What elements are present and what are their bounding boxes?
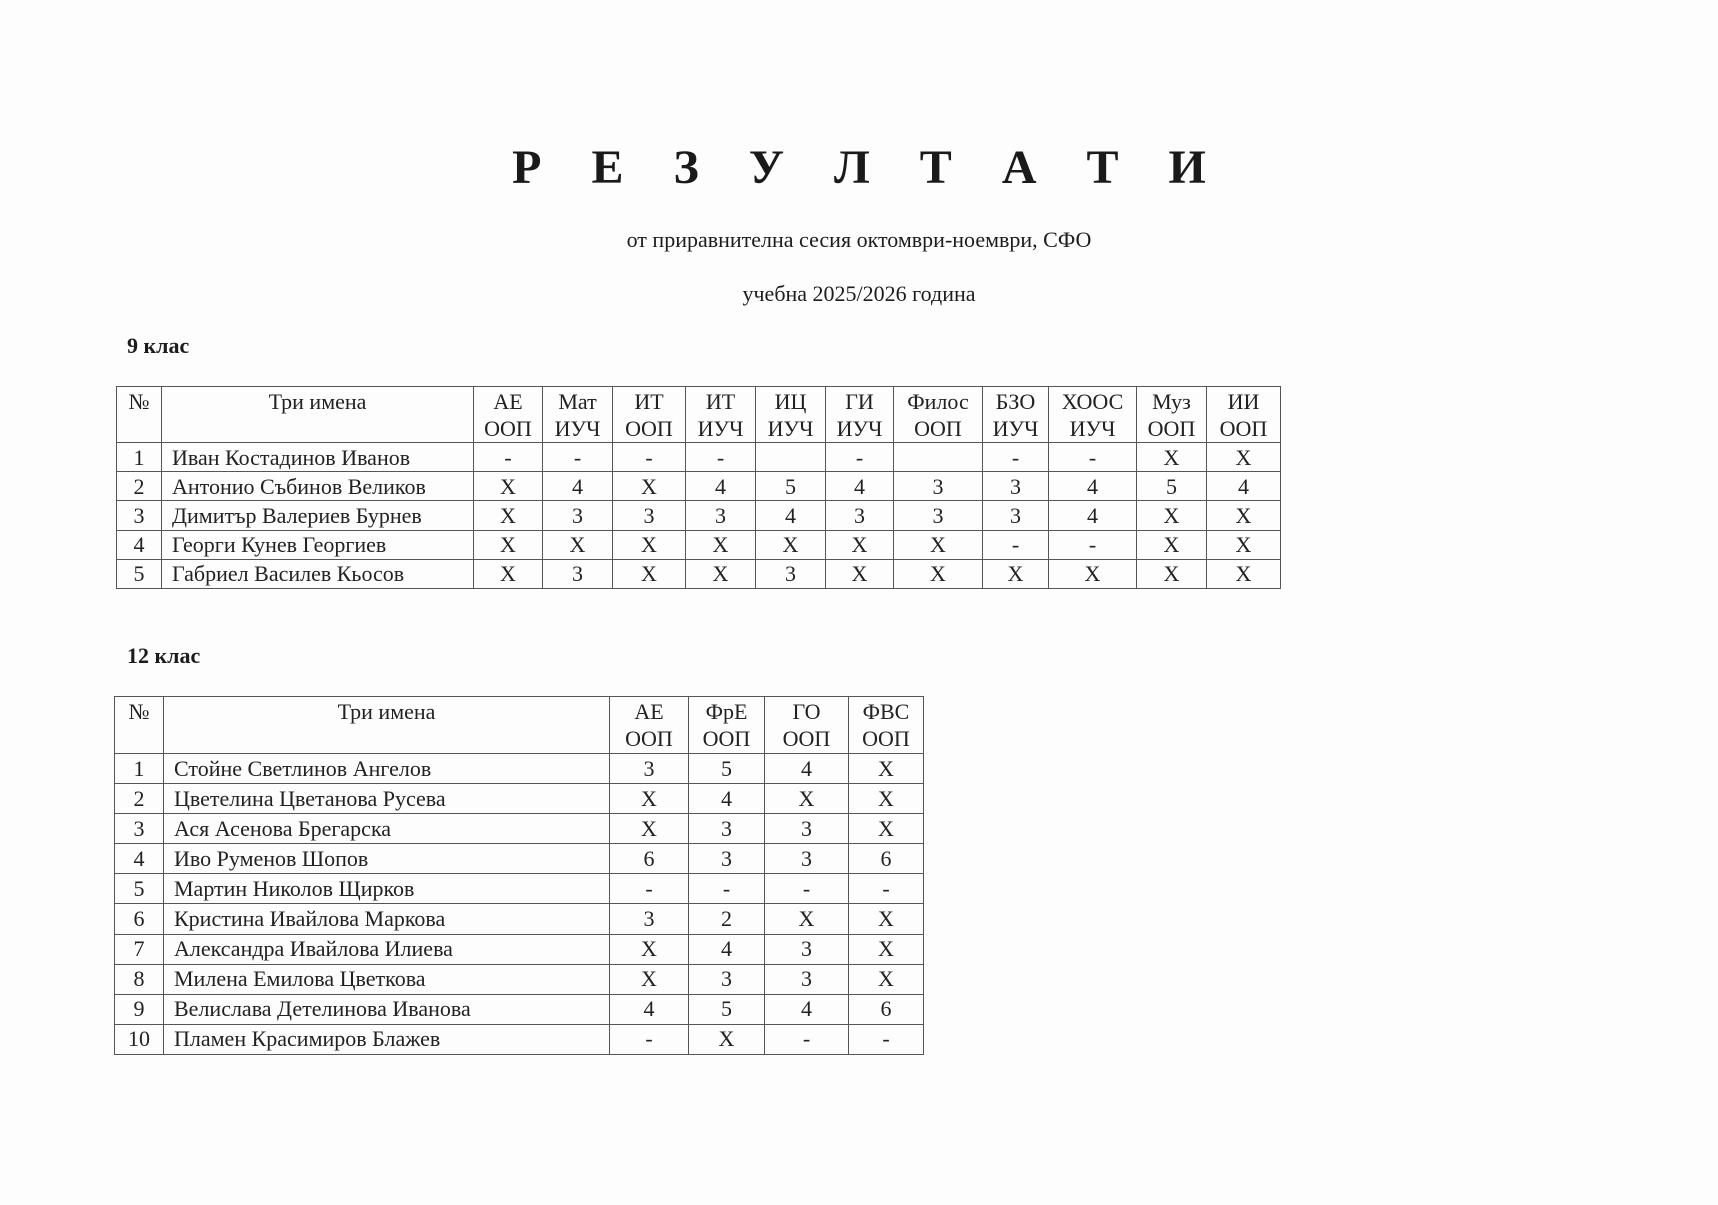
grade-cell: 4: [1049, 472, 1137, 501]
grade-cell: X: [849, 784, 924, 814]
table-row: [117, 472, 1281, 501]
header-subject: [1137, 387, 1207, 443]
row-number: 9: [115, 994, 164, 1024]
grade-cell: X: [474, 530, 543, 559]
grade-cell: X: [610, 814, 689, 844]
header-name: Три имена: [162, 387, 474, 443]
class-12-results-table: [114, 696, 924, 1055]
row-number: 3: [117, 501, 162, 530]
header-name: Три имена: [164, 697, 610, 754]
school-year: учебна 2025/2026 година: [742, 281, 976, 306]
class-12-rows: [115, 754, 924, 1055]
grade-cell: X: [1207, 559, 1281, 588]
row-number: 2: [115, 784, 164, 814]
row-number: 2: [117, 472, 162, 501]
subject-type: ИУЧ: [767, 416, 814, 441]
table-row: [115, 754, 924, 784]
grade-cell: -: [765, 874, 849, 904]
grade-cell: 3: [543, 559, 613, 588]
student-name: Ася Асенова Брегарска: [164, 814, 610, 844]
subject-name: АЕ: [493, 389, 523, 414]
grade-cell: X: [894, 530, 983, 559]
grade-cell: X: [474, 559, 543, 588]
grade-cell: X: [613, 530, 686, 559]
grade-cell: -: [765, 1024, 849, 1054]
table-row: [115, 1024, 924, 1054]
subject-name: ХООС: [1061, 389, 1124, 414]
grade-cell: X: [826, 530, 894, 559]
grade-cell: X: [610, 784, 689, 814]
grade-cell: 5: [689, 994, 765, 1024]
document-title: Р Е З У Л Т А Т И: [512, 141, 1225, 194]
student-name: Кристина Ивайлова Маркова: [164, 904, 610, 934]
grade-cell: 3: [610, 754, 689, 784]
grade-cell: [756, 443, 826, 472]
header-number: №: [115, 697, 164, 754]
row-number: 3: [115, 814, 164, 844]
subject-name: ГО: [792, 699, 821, 724]
student-name: Габриел Василев Кьосов: [162, 559, 474, 588]
subject-name: ИИ: [1227, 389, 1260, 414]
subject-name: АЕ: [634, 699, 664, 724]
header-subject: [686, 387, 756, 443]
class-12-label: 12 клас: [127, 643, 201, 668]
table-row: [117, 530, 1281, 559]
grade-cell: 3: [610, 904, 689, 934]
grade-cell: X: [765, 784, 849, 814]
grade-cell: -: [983, 530, 1049, 559]
table-row: [115, 904, 924, 934]
subject-type: ООП: [625, 726, 673, 751]
grade-cell: 4: [765, 754, 849, 784]
subject-type: ООП: [625, 416, 673, 441]
table-row: [115, 964, 924, 994]
table-row: [115, 934, 924, 964]
grade-cell: X: [1137, 530, 1207, 559]
subject-name: ФВС: [862, 699, 910, 724]
student-name: Милена Емилова Цветкова: [164, 964, 610, 994]
grade-cell: X: [849, 814, 924, 844]
grade-cell: 3: [894, 501, 983, 530]
header-subject: [689, 697, 765, 754]
row-number: 5: [117, 559, 162, 588]
grade-cell: 3: [765, 934, 849, 964]
grade-cell: 3: [765, 814, 849, 844]
grade-cell: -: [686, 443, 756, 472]
table-row: [117, 501, 1281, 530]
subject-type: ООП: [702, 726, 751, 751]
grade-cell: 3: [686, 501, 756, 530]
header-subject: [849, 697, 924, 754]
subject-name: ИЦ: [774, 389, 807, 414]
grade-cell: [894, 443, 983, 472]
grade-cell: 4: [1207, 472, 1281, 501]
subject-name: ФрЕ: [705, 699, 748, 724]
header-subject: [894, 387, 983, 443]
row-number: 1: [117, 443, 162, 472]
grade-cell: X: [826, 559, 894, 588]
student-name: Георги Кунев Георгиев: [162, 530, 474, 559]
header-subject: [765, 697, 849, 754]
table-header-row: [115, 697, 924, 754]
student-name: Мартин Николов Щирков: [164, 874, 610, 904]
grade-cell: X: [1137, 443, 1207, 472]
grade-cell: -: [610, 874, 689, 904]
student-name: Димитър Валериев Бурнев: [162, 501, 474, 530]
subject-type: ООП: [1219, 416, 1268, 441]
grade-cell: 5: [756, 472, 826, 501]
subject-type: ИУЧ: [992, 416, 1039, 441]
grade-cell: X: [765, 904, 849, 934]
student-name: Велислава Детелинова Иванова: [164, 994, 610, 1024]
grade-cell: -: [826, 443, 894, 472]
grade-cell: X: [610, 964, 689, 994]
grade-cell: X: [1207, 501, 1281, 530]
grade-cell: 4: [756, 501, 826, 530]
subject-type: ИУЧ: [836, 416, 883, 441]
header-subject: [613, 387, 686, 443]
student-name: Стойне Светлинов Ангелов: [164, 754, 610, 784]
grade-cell: X: [610, 934, 689, 964]
student-name: Антонио Събинов Великов: [162, 472, 474, 501]
grade-cell: -: [1049, 443, 1137, 472]
row-number: 8: [115, 964, 164, 994]
grade-cell: X: [849, 934, 924, 964]
grade-cell: X: [543, 530, 613, 559]
grade-cell: 4: [610, 994, 689, 1024]
subject-name: ГИ: [845, 389, 874, 414]
grade-cell: X: [474, 472, 543, 501]
student-name: Пламен Красимиров Блажев: [164, 1024, 610, 1054]
grade-cell: X: [613, 472, 686, 501]
subject-type: ИУЧ: [1069, 416, 1116, 441]
document-subtitle: от приравнителна сесия октомври-ноември, СФО: [626, 227, 1092, 252]
subject-type: ООП: [862, 726, 910, 751]
grade-cell: 5: [689, 754, 765, 784]
header-subject: [610, 697, 689, 754]
grade-cell: X: [1137, 559, 1207, 588]
table-row: [117, 559, 1281, 588]
grade-cell: 6: [849, 994, 924, 1024]
grade-cell: 3: [689, 964, 765, 994]
student-name: Цветелина Цветанова Русева: [164, 784, 610, 814]
grade-cell: X: [1207, 443, 1281, 472]
table-row: [117, 443, 1281, 472]
grade-cell: X: [1207, 530, 1281, 559]
header-subject: [474, 387, 543, 443]
grade-cell: 3: [983, 472, 1049, 501]
grade-cell: X: [686, 559, 756, 588]
subject-type: ООП: [914, 416, 962, 441]
grade-cell: 3: [689, 844, 765, 874]
grade-cell: 3: [894, 472, 983, 501]
table-row: [115, 844, 924, 874]
table-row: [115, 814, 924, 844]
grade-cell: -: [610, 1024, 689, 1054]
table-row: [115, 874, 924, 904]
grade-cell: 4: [1049, 501, 1137, 530]
class-9-label: 9 клас: [127, 333, 190, 358]
grade-cell: -: [849, 874, 924, 904]
grade-cell: 4: [686, 472, 756, 501]
grade-cell: 3: [756, 559, 826, 588]
grade-cell: 4: [826, 472, 894, 501]
row-number: 7: [115, 934, 164, 964]
row-number: 4: [115, 844, 164, 874]
grade-cell: 4: [543, 472, 613, 501]
grade-cell: X: [613, 559, 686, 588]
subject-name: Филос: [907, 389, 969, 414]
header-subject: [983, 387, 1049, 443]
row-number: 6: [115, 904, 164, 934]
header-subject: [1207, 387, 1281, 443]
grade-cell: -: [983, 443, 1049, 472]
header-subject: [543, 387, 613, 443]
subject-name: Мат: [558, 389, 597, 414]
grade-cell: 3: [765, 844, 849, 874]
grade-cell: -: [1049, 530, 1137, 559]
header-subject: [756, 387, 826, 443]
grade-cell: 4: [765, 994, 849, 1024]
subject-name: ИТ: [705, 389, 736, 414]
grade-cell: 3: [765, 964, 849, 994]
table-row: [115, 784, 924, 814]
grade-cell: X: [756, 530, 826, 559]
row-number: 4: [117, 530, 162, 559]
row-number: 5: [115, 874, 164, 904]
grade-cell: 6: [610, 844, 689, 874]
subject-type: ООП: [484, 416, 532, 441]
grade-cell: X: [849, 754, 924, 784]
row-number: 10: [115, 1024, 164, 1054]
grade-cell: -: [613, 443, 686, 472]
grade-cell: -: [689, 874, 765, 904]
subject-type: ИУЧ: [697, 416, 744, 441]
grade-cell: X: [689, 1024, 765, 1054]
grade-cell: X: [894, 559, 983, 588]
grade-cell: 3: [543, 501, 613, 530]
student-name: Александра Ивайлова Илиева: [164, 934, 610, 964]
grade-cell: 5: [1137, 472, 1207, 501]
grade-cell: X: [474, 501, 543, 530]
row-number: 1: [115, 754, 164, 784]
grade-cell: 3: [613, 501, 686, 530]
grade-cell: 4: [689, 934, 765, 964]
grade-cell: 3: [689, 814, 765, 844]
grade-cell: -: [849, 1024, 924, 1054]
grade-cell: X: [1049, 559, 1137, 588]
class-9-results-table: [116, 386, 1281, 589]
subject-name: ИТ: [634, 389, 664, 414]
grade-cell: 3: [826, 501, 894, 530]
table-row: [115, 994, 924, 1024]
header-subject: [826, 387, 894, 443]
grade-cell: 3: [983, 501, 1049, 530]
grade-cell: X: [1137, 501, 1207, 530]
grade-cell: X: [686, 530, 756, 559]
student-name: Иво Руменов Шопов: [164, 844, 610, 874]
header-number: №: [117, 387, 162, 443]
grade-cell: 4: [689, 784, 765, 814]
grade-cell: X: [849, 904, 924, 934]
header-subject: [1049, 387, 1137, 443]
grade-cell: 2: [689, 904, 765, 934]
subject-name: БЗО: [995, 389, 1036, 414]
grade-cell: X: [983, 559, 1049, 588]
table-header-row: [117, 387, 1281, 443]
subject-name: Муз: [1152, 389, 1191, 414]
grade-cell: X: [849, 964, 924, 994]
class-9-rows: [117, 443, 1281, 589]
grade-cell: -: [474, 443, 543, 472]
grade-cell: -: [543, 443, 613, 472]
subject-type: ООП: [782, 726, 831, 751]
subject-type: ИУЧ: [554, 416, 601, 441]
student-name: Иван Костадинов Иванов: [162, 443, 474, 472]
subject-type: ООП: [1147, 416, 1196, 441]
grade-cell: 6: [849, 844, 924, 874]
